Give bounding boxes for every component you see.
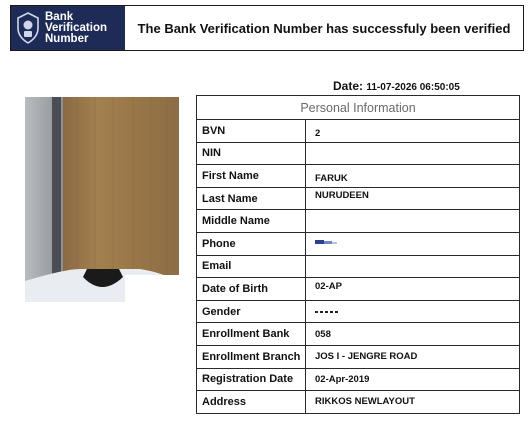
table-row xyxy=(197,278,520,301)
row-label: Date of Birth xyxy=(197,278,306,301)
row-label: Enrollment Branch xyxy=(197,345,306,368)
table-row xyxy=(197,232,520,255)
table-row xyxy=(197,210,520,233)
row-label: Gender xyxy=(197,300,306,323)
table-row xyxy=(197,255,520,278)
row-label: NIN xyxy=(197,142,306,165)
row-value xyxy=(306,232,520,255)
verification-banner xyxy=(10,5,524,51)
verified-message: The Bank Verification Number has successfuly been verified xyxy=(137,20,511,36)
logo-line-3: Number xyxy=(45,32,89,45)
person-photo-image xyxy=(25,97,179,302)
table-row xyxy=(197,165,520,188)
table-row xyxy=(197,300,520,323)
last-name-value: NURUDEEN xyxy=(315,190,369,202)
bank-shield-icon xyxy=(17,12,39,44)
row-value xyxy=(306,142,520,165)
dob-value: 02-AP xyxy=(315,281,342,293)
row-label: Phone xyxy=(197,232,306,255)
logo-line-1: Bank xyxy=(45,10,74,23)
table-heading: Personal Information xyxy=(197,96,520,120)
redacted-phone-mark xyxy=(315,238,339,246)
logo-line-2: Verification xyxy=(45,21,107,34)
row-value xyxy=(306,278,520,301)
row-label: Email xyxy=(197,255,306,278)
row-value: RIKKOS NEWLAYOUT xyxy=(306,391,520,414)
table-row xyxy=(197,187,520,210)
table-row xyxy=(197,345,520,368)
personal-information-table xyxy=(196,95,520,414)
row-label: Address xyxy=(197,391,306,414)
row-value: 02-Apr-2019 xyxy=(306,368,520,391)
redacted-gender-mark xyxy=(315,308,341,314)
first-name-value: FARUK xyxy=(315,172,348,184)
table-row xyxy=(197,391,520,414)
table-row xyxy=(197,368,520,391)
bvn-logo xyxy=(11,6,125,50)
date-value: 11-07-2026 06:50:05 xyxy=(366,82,460,93)
row-label: Last Name xyxy=(197,187,306,210)
row-value xyxy=(306,300,520,323)
row-value: JOS I - JENGRE ROAD xyxy=(306,345,520,368)
row-label: BVN xyxy=(197,120,306,143)
row-value xyxy=(306,120,520,143)
row-value xyxy=(306,210,520,233)
table-row xyxy=(197,323,520,346)
table-row xyxy=(197,142,520,165)
bvn-value: 2 xyxy=(315,127,321,139)
row-value xyxy=(306,255,520,278)
person-photo xyxy=(25,97,179,302)
date-line xyxy=(333,79,460,93)
row-value: 058 xyxy=(306,323,520,346)
date-label: Date: xyxy=(333,79,364,93)
row-label: Registration Date xyxy=(197,368,306,391)
table-row xyxy=(197,120,520,143)
row-value xyxy=(306,187,520,210)
row-value xyxy=(306,165,520,188)
row-label: Enrollment Bank xyxy=(197,323,306,346)
row-label: First Name xyxy=(197,165,306,188)
logo-text xyxy=(45,12,107,45)
row-label: Middle Name xyxy=(197,210,306,233)
